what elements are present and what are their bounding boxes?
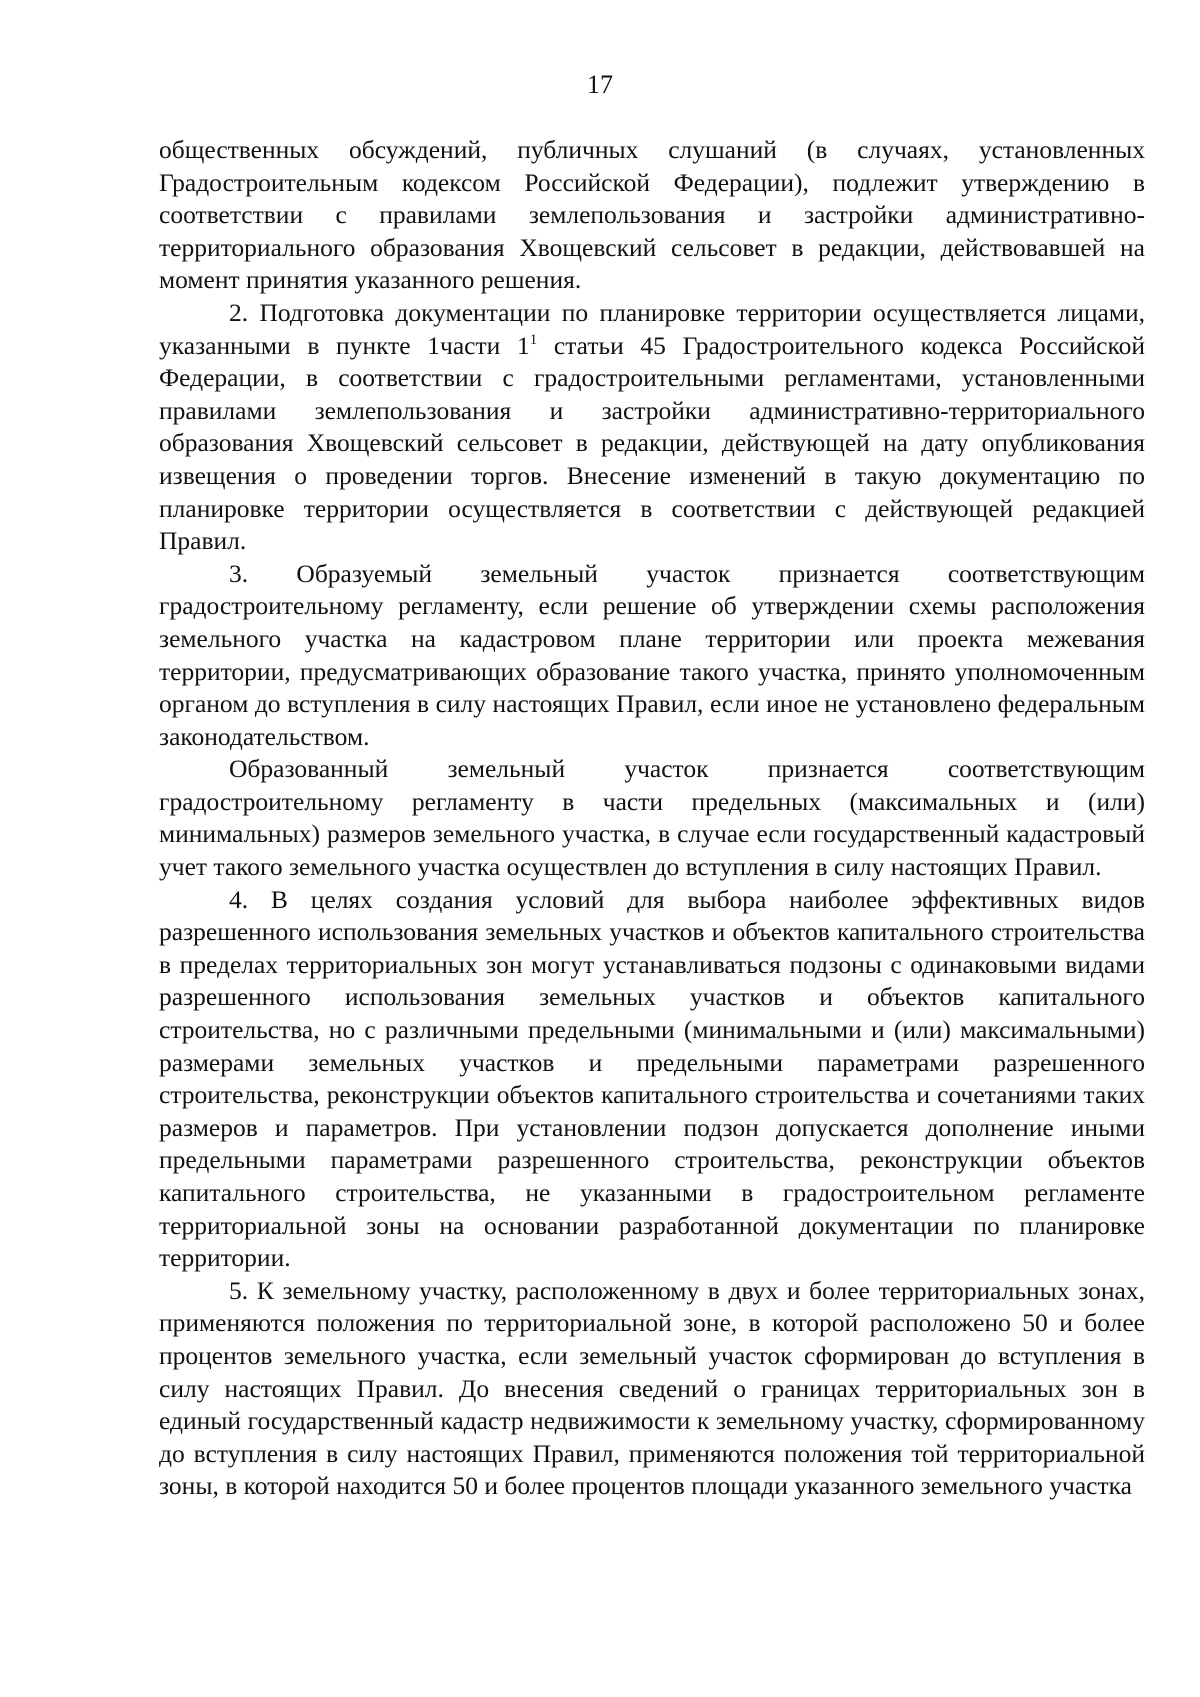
paragraph-item-4: 4. В целях создания условий для выбора наиболее эффективных видов разрешенного использования земельных участков и объектов капитального строительства в пределах территориальных зон могут устанавливаться подзоны с одинаковыми видами разрешенного использования земельных участков и объектов капитального строительства, но с различными предельными (минимальными и (или) максимальными) размерами земельных участков и предельными параметрами разрешенного строительства, реконструкции объектов капитального строительства и сочетаниями таких размеров и параметров. При установлении подзон допускается дополнение иными предельными параметрами разрешенного строительства, реконструкции объектов капитального строительства, не указанными в градостроительном регламенте территориальной зоны на основании разработанной документации по планировке территории. <box>159 884 1145 1273</box>
paragraph-item-5: 5. К земельному участку, расположенному в двух и более территориальных зонах, применяются положения по территориальной зоне, в которой расположено 50 и более процентов земельного участка, если земельный участок сформирован до вступления в силу настоящих Правил. До внесения сведений о границах территориальных зон в единый государственный кадастр недвижимости к земельному участку, сформированному до вступления в силу настоящих Правил, применяются положения той территориальной зоны, в которой находится 50 и более процентов площади указанного земельного участка <box>159 1275 1145 1501</box>
paragraph-item-3-cont: Образованный земельный участок признается соответствующим градостроительному регламенту в части предельных (максимальных и (или) минимальных) размеров земельного участка, в случае если государственный кадастровый учет такого земельного участка осуществлен до вступления в силу настоящих Правил. <box>159 754 1145 882</box>
paragraph-continuation: общественных обсуждений, публичных слушаний (в случаях, установленных Градостроительным кодексом Российской Федерации), подлежит утверждению в соответствии с правилами землепользования и застройки административно-территориального образования Хвощевский сельсовет в редакции, действовавшей на момент принятия указанного решения. <box>159 135 1145 295</box>
paragraph-item-2-end: статьи 45 Градостроительного кодекса Российской Федерации, в соответствии с градостроительными регламентами, установленными правилами землепользования и застройки административно-территориального образования Хвощевский сельсовет в редакции, действующей на дату опубликования извещения о проведении торгов. Внесение изменений в такую документацию по планировке территории осуществляется в соответствии с действующей редакцией Правил. <box>159 330 1145 556</box>
superscript-part-number: 1 <box>529 331 538 348</box>
page-number: 17 <box>587 70 613 99</box>
paragraph-item-2-start: 2. Подготовка документации по планировке территории осуществляется лицами, указанными в пункте 1части 1 <box>159 297 1145 360</box>
document-body <box>159 134 1145 1503</box>
paragraph-item-3: 3. Образуемый земельный участок признается соответствующим градостроительному регламенту, если решение об утверждении схемы расположения земельного участка на кадастровом плане территории или проекта межевания территории, предусматривающих образование такого участка, принято уполномоченным органом до вступления в силу настоящих Правил, если иное не установлено федеральным законодательством. <box>159 558 1145 751</box>
paragraph-item-2 <box>159 297 1145 558</box>
